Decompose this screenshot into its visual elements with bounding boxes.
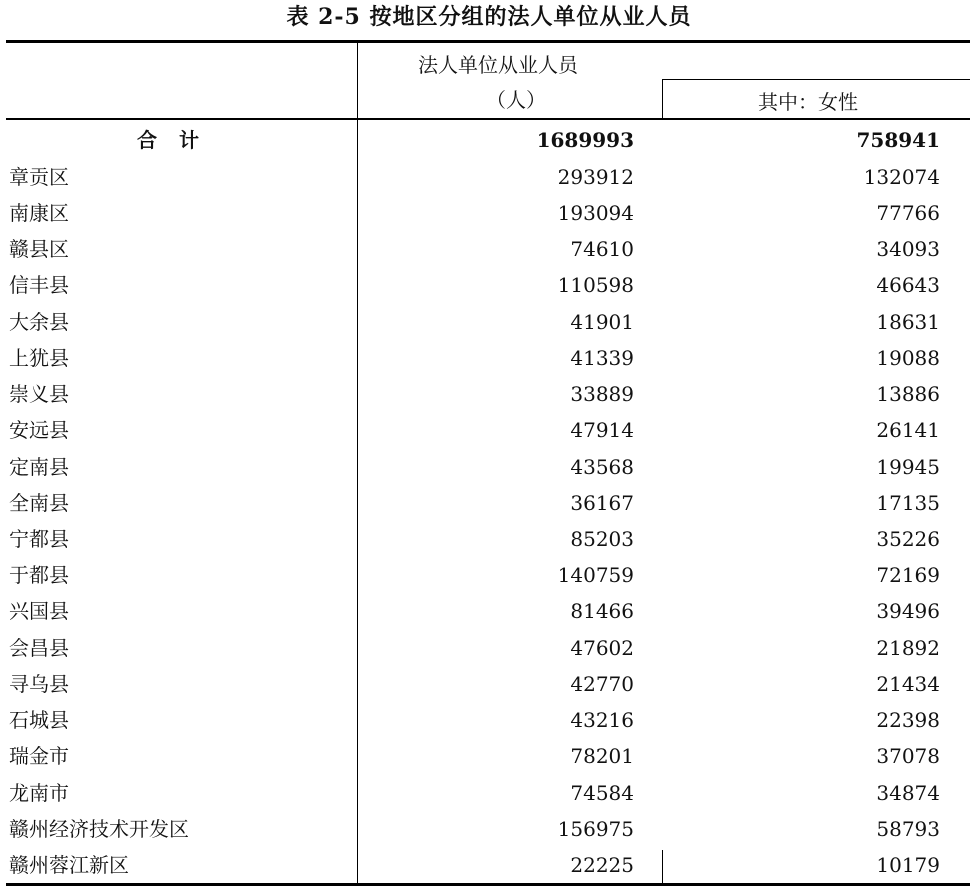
female-value: 34093	[876, 237, 940, 261]
employees-value: 293912	[557, 165, 634, 189]
employees-value: 43568	[570, 455, 634, 479]
female-value: 39496	[876, 599, 940, 623]
employees-value: 33889	[570, 382, 634, 406]
region-label: 宁都县	[9, 527, 69, 551]
table-row	[0, 811, 978, 847]
female-value: 13886	[876, 382, 940, 406]
female-value: 19088	[876, 346, 940, 370]
employees-value: 22225	[570, 853, 634, 877]
region-label: 寻乌县	[9, 672, 69, 696]
table-row	[0, 847, 978, 883]
region-label: 上犹县	[9, 346, 69, 370]
female-header-top-rule	[662, 79, 970, 80]
bottom-rule	[6, 883, 970, 886]
region-label: 崇义县	[9, 382, 69, 406]
female-value: 17135	[876, 491, 940, 515]
region-label: 定南县	[9, 455, 69, 479]
top-rule	[6, 40, 970, 43]
female-value: 18631	[876, 310, 940, 334]
table-row	[0, 738, 978, 774]
region-label: 会昌县	[9, 636, 69, 660]
employees-value: 85203	[570, 527, 634, 551]
table-row	[0, 521, 978, 557]
employees-value: 41339	[570, 346, 634, 370]
female-value: 22398	[876, 708, 940, 732]
female-value: 21434	[876, 672, 940, 696]
region-label: 信丰县	[9, 273, 69, 297]
employees-value: 43216	[570, 708, 634, 732]
region-label: 全南县	[9, 491, 69, 515]
table-row	[0, 304, 978, 340]
table-row	[0, 702, 978, 738]
female-value: 37078	[876, 744, 940, 768]
region-label: 赣州经济技术开发区	[9, 817, 189, 841]
header-employees: 法人单位从业人员	[418, 53, 578, 77]
table-row	[0, 449, 978, 485]
employees-value: 81466	[570, 599, 634, 623]
employees-value: 74610	[570, 237, 634, 261]
region-label: 兴国县	[9, 599, 69, 623]
table-row	[0, 593, 978, 629]
table-row	[0, 267, 978, 303]
table-row	[0, 412, 978, 448]
total-female: 758941	[856, 128, 940, 152]
table-row	[0, 557, 978, 593]
table-row	[0, 376, 978, 412]
region-label: 南康区	[9, 201, 69, 225]
table-title: 表 2-5 按地区分组的法人单位从业人员	[286, 4, 692, 30]
employees-value: 47602	[570, 636, 634, 660]
total-label: 合计	[137, 128, 221, 152]
region-label: 赣县区	[9, 237, 69, 261]
header-female: 其中：女性	[758, 90, 858, 114]
employees-value: 42770	[570, 672, 634, 696]
female-value: 26141	[876, 418, 940, 442]
region-label: 于都县	[9, 563, 69, 587]
column-divider-female	[662, 79, 663, 119]
total-row	[0, 122, 978, 158]
female-value: 72169	[876, 563, 940, 587]
employees-value: 78201	[570, 744, 634, 768]
table-row	[0, 775, 978, 811]
female-value: 132074	[863, 165, 940, 189]
employees-value: 36167	[570, 491, 634, 515]
table-row	[0, 666, 978, 702]
female-value: 77766	[876, 201, 940, 225]
female-value: 58793	[876, 817, 940, 841]
employees-value: 74584	[570, 781, 634, 805]
employees-value: 41901	[570, 310, 634, 334]
female-value: 19945	[876, 455, 940, 479]
female-value: 21892	[876, 636, 940, 660]
region-label: 大余县	[9, 310, 69, 334]
region-label: 龙南市	[9, 781, 69, 805]
header-unit: （人）	[486, 88, 546, 112]
region-label: 石城县	[9, 708, 69, 732]
female-value: 46643	[876, 273, 940, 297]
table-row	[0, 195, 978, 231]
region-label: 章贡区	[9, 165, 69, 189]
table-row	[0, 159, 978, 195]
employees-value: 47914	[570, 418, 634, 442]
table-row	[0, 340, 978, 376]
table-row	[0, 485, 978, 521]
header-bottom-rule	[6, 118, 970, 120]
female-value: 10179	[876, 853, 940, 877]
employees-value: 110598	[557, 273, 634, 297]
employees-value: 156975	[557, 817, 634, 841]
employees-value: 140759	[557, 563, 634, 587]
region-label: 安远县	[9, 418, 69, 442]
total-employees: 1689993	[536, 128, 634, 152]
female-value: 35226	[876, 527, 940, 551]
table-row	[0, 231, 978, 267]
employees-value: 193094	[557, 201, 634, 225]
female-value: 34874	[876, 781, 940, 805]
region-label: 瑞金市	[9, 744, 69, 768]
region-label: 赣州蓉江新区	[9, 853, 129, 877]
table-row	[0, 630, 978, 666]
